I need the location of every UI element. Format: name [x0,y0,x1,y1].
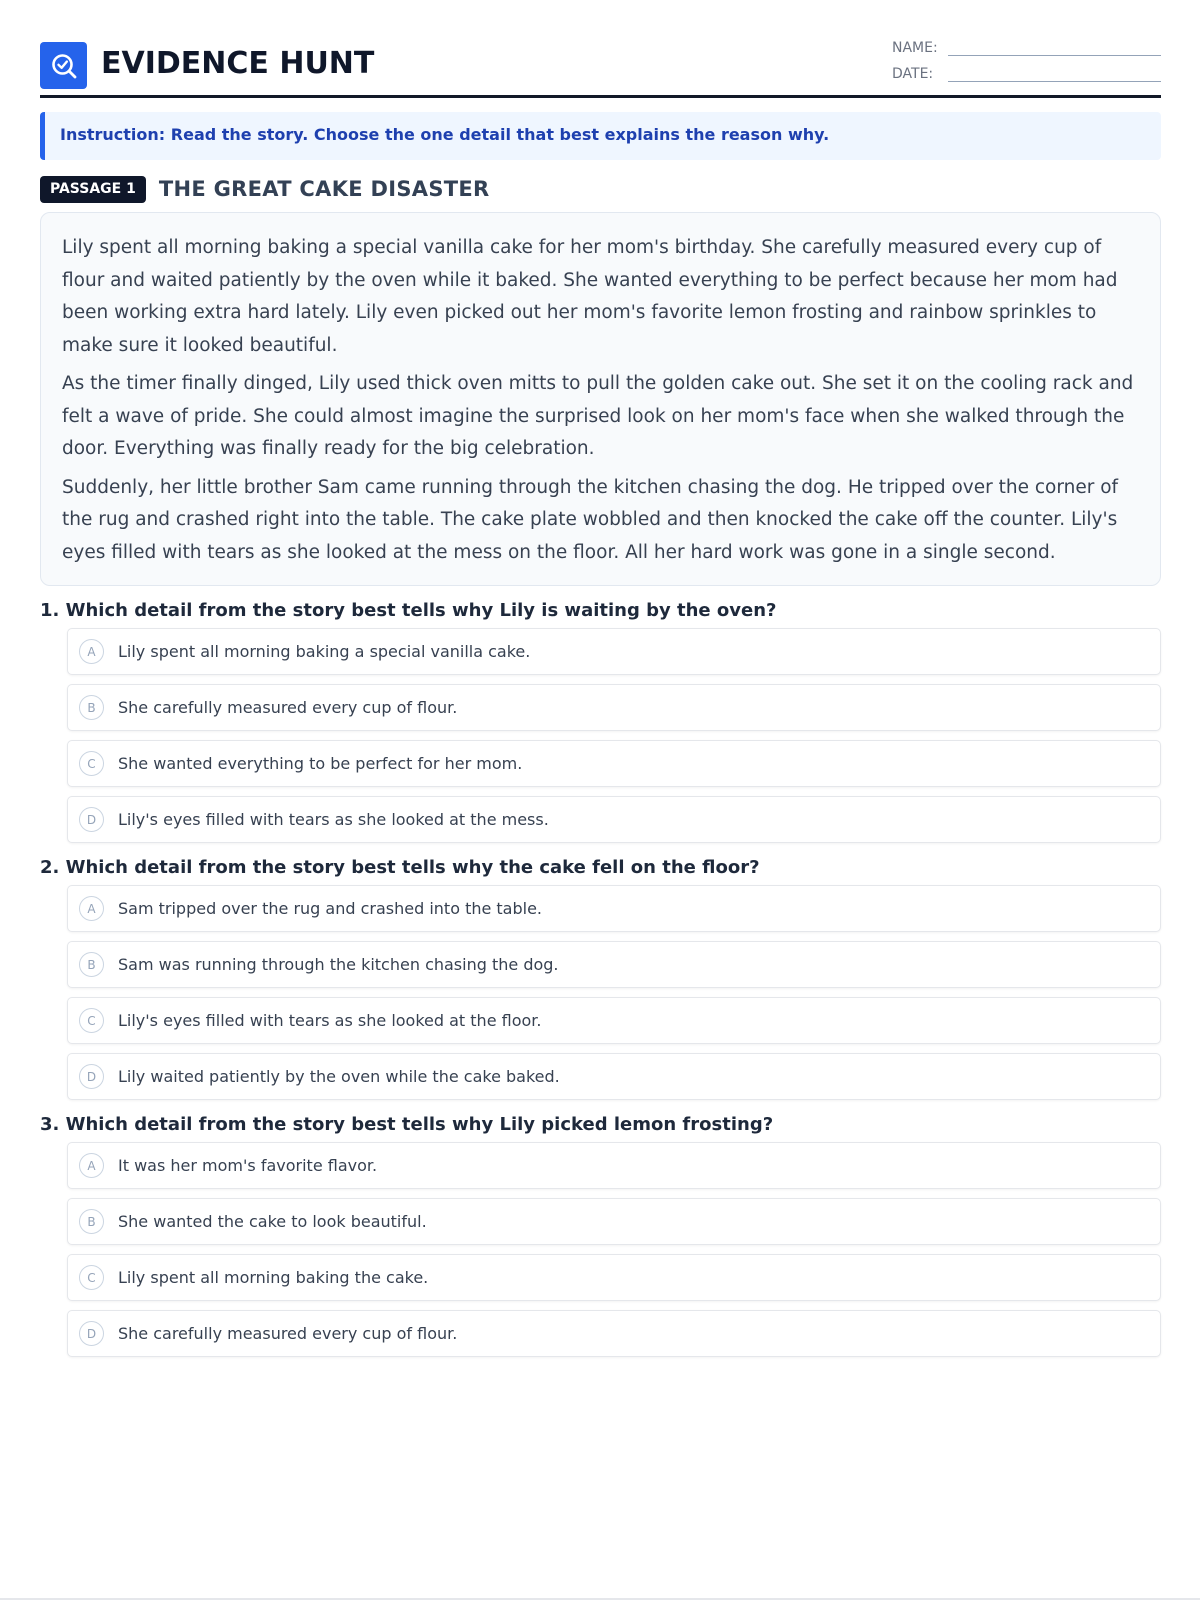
option-text: She carefully measured every cup of flour. [118,1324,458,1343]
option-text: Lily spent all morning baking the cake. [118,1268,429,1287]
answer-option-b[interactable] [67,941,1161,988]
answer-option-d[interactable] [67,1053,1161,1100]
answer-option-c[interactable] [67,740,1161,787]
option-text: Lily's eyes filled with tears as she looked at the floor. [118,1011,542,1030]
question-text: 2. Which detail from the story best tells why the cake fell on the floor? [40,857,760,878]
option-text: Lily spent all morning baking a special vanilla cake. [118,642,531,661]
answer-option-c[interactable] [67,997,1161,1044]
search-check-icon [40,42,87,89]
option-letter: A [79,1153,104,1178]
option-text: Lily waited patiently by the oven while the cake baked. [118,1067,560,1086]
option-letter: A [79,896,104,921]
answer-option-b[interactable] [67,1198,1161,1245]
answer-options [67,1142,1161,1357]
option-letter: D [79,1064,104,1089]
story-box [40,212,1161,586]
option-text: Sam tripped over the rug and crashed into the table. [118,899,543,918]
date-field[interactable] [892,66,1161,82]
answer-option-d[interactable] [67,1310,1161,1357]
date-line[interactable] [948,66,1161,82]
name-label: NAME: [892,40,938,56]
option-letter: B [79,952,104,977]
option-text: It was her mom's favorite flavor. [118,1156,378,1175]
page-title: EVIDENCE HUNT [101,46,375,81]
date-label: DATE: [892,66,934,82]
option-text: Sam was running through the kitchen chasing the dog. [118,955,559,974]
instruction-banner: Instruction: Read the story. Choose the one detail that best explains the reason why. [40,112,1161,160]
story-paragraph: Lily spent all morning baking a special vanilla cake for her mom's birthday. She carefully measured every cup of flour and waited patiently by the oven while it baked. She wanted everything to be perfect because her mom had been working extra hard lately. Lily even picked out her mom's favorite lemon frosting and rainbow sprinkles to make sure it looked beautiful. [62,237,1118,356]
question-1 [40,600,1161,843]
option-letter: C [79,751,104,776]
answer-option-c[interactable] [67,1254,1161,1301]
option-letter: A [79,639,104,664]
answer-options [67,885,1161,1100]
answer-option-a[interactable] [67,1142,1161,1189]
answer-options [67,628,1161,843]
answer-option-a[interactable] [67,628,1161,675]
passage-badge: PASSAGE 1 [40,176,146,203]
answer-option-d[interactable] [67,796,1161,843]
story-paragraph: As the timer finally dinged, Lily used thick oven mitts to pull the golden cake out. She set it on the cooling rack and felt a wave of pride. She could almost imagine the surprised look on her mom's face when she walked through the door. Everything was finally ready for the big celebration. [62,373,1134,459]
question-3 [40,1114,1161,1357]
option-letter: C [79,1008,104,1033]
passage-title: THE GREAT CAKE DISASTER [158,177,490,201]
option-text: She wanted everything to be perfect for her mom. [118,754,523,773]
worksheet-header [40,40,1161,98]
story-paragraph: Suddenly, her little brother Sam came running through the kitchen chasing the dog. He tripped over the corner of the rug and crashed right into the table. The cake plate wobbled and then knocked the cake off the counter. Lily's eyes filled with tears as she looked at the mess on the floor. All her hard work was gone in a single second. [62,476,1119,563]
option-text: She wanted the cake to look beautiful. [118,1212,427,1231]
worksheet [40,40,1161,1357]
option-letter: B [79,1209,104,1234]
option-letter: D [79,807,104,832]
question-text: 3. Which detail from the story best tells why Lily picked lemon frosting? [40,1114,774,1135]
passage-heading [40,176,1161,202]
answer-option-b[interactable] [67,684,1161,731]
answer-option-a[interactable] [67,885,1161,932]
name-line[interactable] [948,40,1161,56]
option-text: She carefully measured every cup of flour. [118,698,458,717]
name-field[interactable] [892,40,1161,56]
option-letter: C [79,1265,104,1290]
question-text: 1. Which detail from the story best tells why Lily is waiting by the oven? [40,600,777,621]
option-text: Lily's eyes filled with tears as she looked at the mess. [118,810,549,829]
option-letter: B [79,695,104,720]
option-letter: D [79,1321,104,1346]
question-2 [40,857,1161,1100]
